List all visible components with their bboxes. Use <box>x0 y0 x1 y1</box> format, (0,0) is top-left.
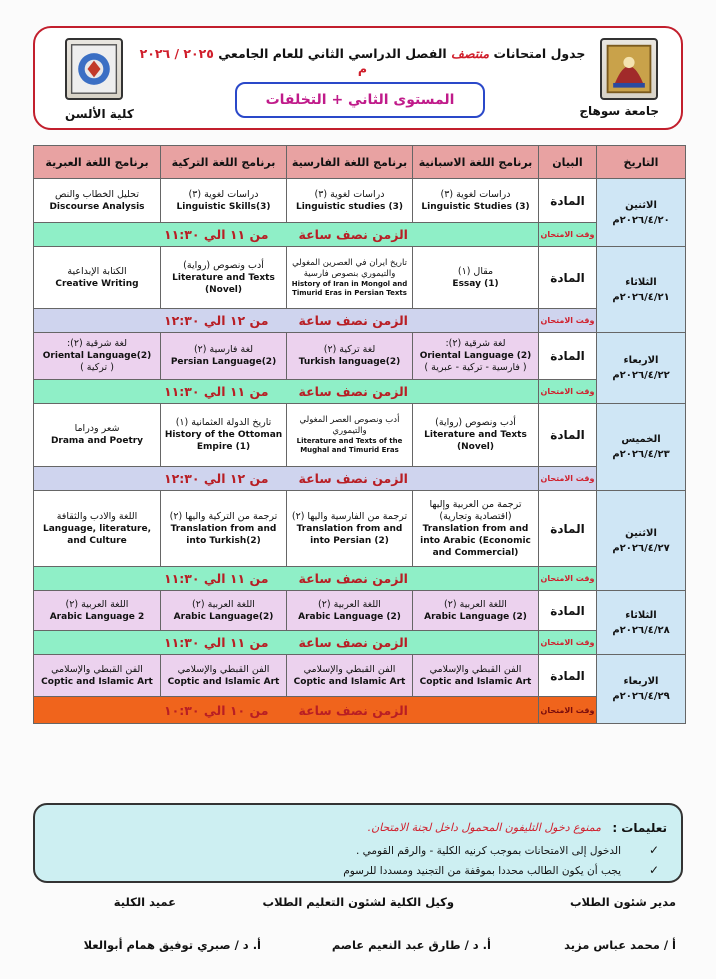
exam-time-label: وقت الامتحان <box>539 223 597 247</box>
course-name-en: Translation from and into Persian (2) <box>296 523 403 546</box>
subject-row <box>34 404 686 467</box>
course-cell-turkish <box>161 655 287 697</box>
exam-duration: الزمن نصف ساعة <box>298 635 408 650</box>
course-cell-spanish <box>413 404 539 467</box>
course-cell-persian <box>287 333 413 380</box>
course-name-en: Literature and Texts of the Mughal and Timurid Eras <box>296 437 403 454</box>
course-name-ar: اللغة العربية (٢) <box>65 598 129 610</box>
exam-time-row <box>34 697 686 724</box>
sohag-university-logo <box>600 38 658 100</box>
course-cell-persian <box>287 591 413 631</box>
day-name: الاربعاء <box>623 676 659 687</box>
course-name-en: Creative Writing <box>55 278 139 289</box>
course-name-ar: اللغة العربية (٢) <box>192 598 255 610</box>
exam-time-label: وقت الامتحان <box>539 467 597 491</box>
course-name-en: Essay (1) <box>452 278 499 289</box>
date-cell <box>597 247 686 333</box>
course-cell-spanish <box>413 179 539 223</box>
exam-date: ٢٠٢٦/٤/٢٠م <box>612 214 670 226</box>
course-name-ar: تاريخ الدولة العثمانية (١) <box>175 417 272 428</box>
exam-date: ٢٠٢٦/٤/٢٢م <box>612 370 670 381</box>
exam-time-label: وقت الامتحان <box>539 631 597 655</box>
signature-title-dean: عميد الكلية <box>113 895 176 909</box>
course-cell-hebrew <box>34 247 161 309</box>
course-name-en: Coptic and Islamic Art <box>41 676 153 687</box>
course-cell-turkish <box>161 404 287 467</box>
subject-row <box>34 655 686 697</box>
day-name: الاربعاء <box>623 355 659 366</box>
faculty-of-languages-logo <box>65 38 123 100</box>
check-icon: ✓ <box>648 843 659 857</box>
signature-name-dean: أ. د / صبري توفيق همام أبوالعلا <box>83 938 261 952</box>
course-cell-spanish <box>413 655 539 697</box>
course-name-ar: تحليل الخطاب والنص <box>55 188 139 200</box>
check-icon: ✓ <box>648 863 659 877</box>
course-name-ar: دراسات لغوية (٣) <box>314 188 385 200</box>
course-name-ar: أدب ونصوص (رواية) <box>183 259 264 271</box>
subject-label: المادة <box>539 491 597 567</box>
exam-time-cell <box>34 631 539 655</box>
page-title: جدول امتحانات منتصف الفصل الدراسي الثاني للعام الجامعي ٢٠٢٥ / ٢٠٢٦ م <box>139 46 586 76</box>
exam-time: من ١٢ الي ١٢:٣٠ <box>164 313 269 328</box>
faculty-name: كلية الألسن <box>65 107 134 121</box>
day-name: الثلاثاء <box>625 276 657 288</box>
subject-label: المادة <box>539 179 597 223</box>
exam-time-row <box>34 467 686 491</box>
course-note-ar: ( فارسية - تركية - عبرية ) <box>424 362 527 373</box>
exam-time-cell <box>34 567 539 591</box>
course-name-en: Arabic Language(2) <box>173 611 274 622</box>
course-name-en: Coptic and Islamic Art <box>419 676 532 687</box>
date-cell <box>597 179 686 247</box>
course-name-en: Turkish language(2) <box>298 357 401 367</box>
course-name-en: Arabic Language (2) <box>298 611 401 622</box>
col-header-date: التاريخ <box>597 146 686 179</box>
exam-time-label: وقت الامتحان <box>539 380 597 404</box>
course-name-en: Language, literature, and Culture <box>43 523 151 546</box>
subject-label: المادة <box>539 247 597 309</box>
header-box <box>33 26 683 130</box>
date-cell <box>597 655 686 724</box>
course-cell-persian <box>287 247 413 309</box>
subject-row <box>34 591 686 631</box>
course-name-ar: ترجمة من العربية وإليها (اقتصادية وتجارية) <box>429 498 522 522</box>
course-name-ar: شعر ودراما <box>74 423 120 434</box>
level-banner: المستوى الثاني + التخلفات <box>235 82 485 118</box>
course-name-en: Translation from and into Arabic (Economic and Commercial) <box>420 523 531 558</box>
course-name-en: Arabic Language (2) <box>424 611 527 622</box>
course-name-ar: لغة تركية (٢) <box>323 344 376 355</box>
course-cell-persian <box>287 655 413 697</box>
subject-label: المادة <box>539 404 597 467</box>
exam-time-row <box>34 380 686 404</box>
subject-row <box>34 491 686 567</box>
course-name-ar: الفن القبطي والإسلامي <box>51 663 143 675</box>
date-cell <box>597 491 686 591</box>
exam-time: من ١٠ الي ١٠:٣٠ <box>164 702 269 718</box>
col-header-persian: برنامج اللغة الفارسية <box>287 146 413 179</box>
day-name: الاثنين <box>625 527 657 539</box>
course-note-ar: ( تركية ) <box>80 362 114 373</box>
course-cell-turkish <box>161 491 287 567</box>
course-name-ar: لغة فارسية (٢) <box>193 344 254 355</box>
date-cell <box>597 333 686 404</box>
course-cell-persian <box>287 179 413 223</box>
signature-name-vice-dean: أ. د / طارق عبد النعيم عاصم <box>331 938 491 952</box>
course-name-en: Linguistic studies (3) <box>295 201 404 212</box>
course-cell-persian <box>287 491 413 567</box>
course-name-en: Persian Language(2) <box>170 357 277 367</box>
day-name: الثلاثاء <box>625 609 657 621</box>
subject-label: المادة <box>539 655 597 697</box>
exam-date: ٢٠٢٦/٤/٢٧م <box>612 542 670 554</box>
exam-time: من ١١ الي ١١:٣٠ <box>164 384 269 399</box>
course-cell-spanish <box>413 333 539 380</box>
subject-label: المادة <box>539 333 597 380</box>
exam-date: ٢٠٢٦/٤/٢٨م <box>612 624 670 636</box>
day-name: الخميس <box>621 434 661 445</box>
col-header-spanish: برنامج اللغة الاسبانية <box>413 146 539 179</box>
course-name-en: Translation from and into Turkish(2) <box>170 523 277 546</box>
subject-row <box>34 247 686 309</box>
date-cell <box>597 591 686 655</box>
course-cell-hebrew <box>34 591 161 631</box>
instruction-line: الدخول إلى الامتحانات بموجب كرنيه الكلية - والرقم القومي . <box>355 845 621 857</box>
exam-time-cell <box>34 380 539 404</box>
course-cell-hebrew <box>34 655 161 697</box>
course-name-ar: اللغة والادب والثقافة <box>56 510 138 522</box>
exam-time: من ١١ الي ١١:٣٠ <box>164 635 269 650</box>
instructions-box <box>33 803 683 883</box>
signature-title-vice-dean: وكيل الكلية لشئون التعليم الطلاب <box>262 895 454 909</box>
course-name-en: Literature and Texts (Novel) <box>424 430 527 452</box>
exam-time-label: وقت الامتحان <box>539 697 597 724</box>
course-name-en: Literature and Texts (Novel) <box>172 272 275 295</box>
exam-time-row <box>34 223 686 247</box>
course-name-ar: اللغة العربية (٢) <box>318 598 381 610</box>
exam-time: من ١١ الي ١١:٣٠ <box>164 571 269 586</box>
course-name-ar: أدب ونصوص العصر المغولي والتيموري <box>299 415 400 436</box>
course-cell-hebrew <box>34 404 161 467</box>
course-name-en: Drama and Poetry <box>50 436 144 446</box>
course-cell-persian <box>287 404 413 467</box>
course-cell-hebrew <box>34 333 161 380</box>
course-cell-turkish <box>161 591 287 631</box>
course-name-ar: دراسات لغوية (٣) <box>440 188 511 200</box>
exam-date: ٢٠٢٦/٤/٢٣م <box>612 449 670 460</box>
day-name: الاثنين <box>625 199 657 211</box>
exam-time-label: وقت الامتحان <box>539 567 597 591</box>
col-header-item: البيان <box>539 146 597 179</box>
course-name-en: History of Iran in Mongol and Timurid Eras in Persian Texts <box>291 279 408 297</box>
exam-time-cell <box>34 223 539 247</box>
date-cell <box>597 404 686 491</box>
course-name-ar: ترجمة من الفارسية واليها (٢) <box>291 510 408 522</box>
course-cell-spanish <box>413 591 539 631</box>
course-name-en: Oriental Language(2) <box>42 351 152 361</box>
course-name-ar: الفن القبطي والإسلامي <box>303 663 396 675</box>
course-name-en: Linguistic Studies (3) <box>421 201 530 212</box>
signature-name-student-affairs: أ / محمد عباس مزيد <box>564 938 676 952</box>
exam-duration: الزمن نصف ساعة <box>298 227 408 242</box>
exam-time-cell <box>34 467 539 491</box>
exam-time-label: وقت الامتحان <box>539 309 597 333</box>
exam-duration: الزمن نصف ساعة <box>298 471 408 486</box>
exam-time-cell <box>34 697 539 724</box>
course-cell-turkish <box>161 247 287 309</box>
course-name-en: Coptic and Islamic Art <box>167 676 280 687</box>
exam-time-row <box>34 309 686 333</box>
course-name-ar: مقال (١) <box>457 265 494 277</box>
phone-warning: ممنوع دخول التليفون المحمول داخل لجنة الامتحان. <box>367 821 601 834</box>
exam-date: ٢٠٢٦/٤/٢٩م <box>612 691 670 702</box>
course-name-ar: ترجمة من التركية واليها (٢) <box>169 510 278 522</box>
course-name-ar: أدب ونصوص (رواية) <box>435 417 516 428</box>
exam-time-cell <box>34 309 539 333</box>
course-name-ar: دراسات لغوية (٣) <box>188 188 259 200</box>
course-name-ar: تاريخ ايران في العصرين المغولي والتيموري بنصوص فارسية <box>292 257 407 279</box>
course-name-en: Oriental Language (2) <box>419 351 532 361</box>
course-cell-spanish <box>413 247 539 309</box>
col-header-hebrew: برنامج اللغة العبرية <box>34 146 161 179</box>
course-name-en: Linguistic Skills(3) <box>176 201 271 212</box>
exam-time-row <box>34 631 686 655</box>
instruction-line: يجب أن يكون الطالب محددا بموقفة من التجنيد ومسددا للرسوم <box>343 865 621 877</box>
course-cell-turkish <box>161 179 287 223</box>
course-name-en: Coptic and Islamic Art <box>293 676 406 687</box>
exam-date: ٢٠٢٦/٤/٢١م <box>612 291 670 303</box>
course-name-en: History of the Ottoman Empire (1) <box>164 430 283 452</box>
course-name-ar: الكتابة الإبداعية <box>67 265 127 277</box>
instructions-title: تعليمات : <box>612 821 667 835</box>
course-name-ar: لغة شرقية (٢): <box>445 338 506 349</box>
course-name-ar: الفن القبطي والإسلامي <box>177 663 270 675</box>
exam-time-row <box>34 567 686 591</box>
exam-time: من ١١ الي ١١:٣٠ <box>164 227 269 242</box>
course-name-ar: اللغة العربية (٢) <box>444 598 507 610</box>
subject-row <box>34 179 686 223</box>
course-name-ar: الفن القبطي والإسلامي <box>429 663 522 675</box>
course-name-en: Arabic Language 2 <box>49 611 145 622</box>
exam-duration: الزمن نصف ساعة <box>298 384 408 399</box>
exam-duration: الزمن نصف ساعة <box>298 571 408 586</box>
col-header-turkish: برنامج اللغة التركية <box>161 146 287 179</box>
course-cell-hebrew <box>34 179 161 223</box>
university-name: جامعة سوهاج <box>579 104 659 118</box>
course-cell-spanish <box>413 491 539 567</box>
subject-label: المادة <box>539 591 597 631</box>
exam-schedule-table <box>33 145 686 724</box>
course-cell-turkish <box>161 333 287 380</box>
course-name-ar: لغة شرقية (٢): <box>66 338 128 349</box>
signature-title-student-affairs: مدير شئون الطلاب <box>569 895 676 909</box>
exam-duration: الزمن نصف ساعة <box>298 313 408 328</box>
exam-duration: الزمن نصف ساعة <box>298 702 408 718</box>
exam-time: من ١٢ الي ١٢:٣٠ <box>164 471 269 486</box>
subject-row <box>34 333 686 380</box>
course-cell-hebrew <box>34 491 161 567</box>
course-name-en: Discourse Analysis <box>49 201 145 212</box>
